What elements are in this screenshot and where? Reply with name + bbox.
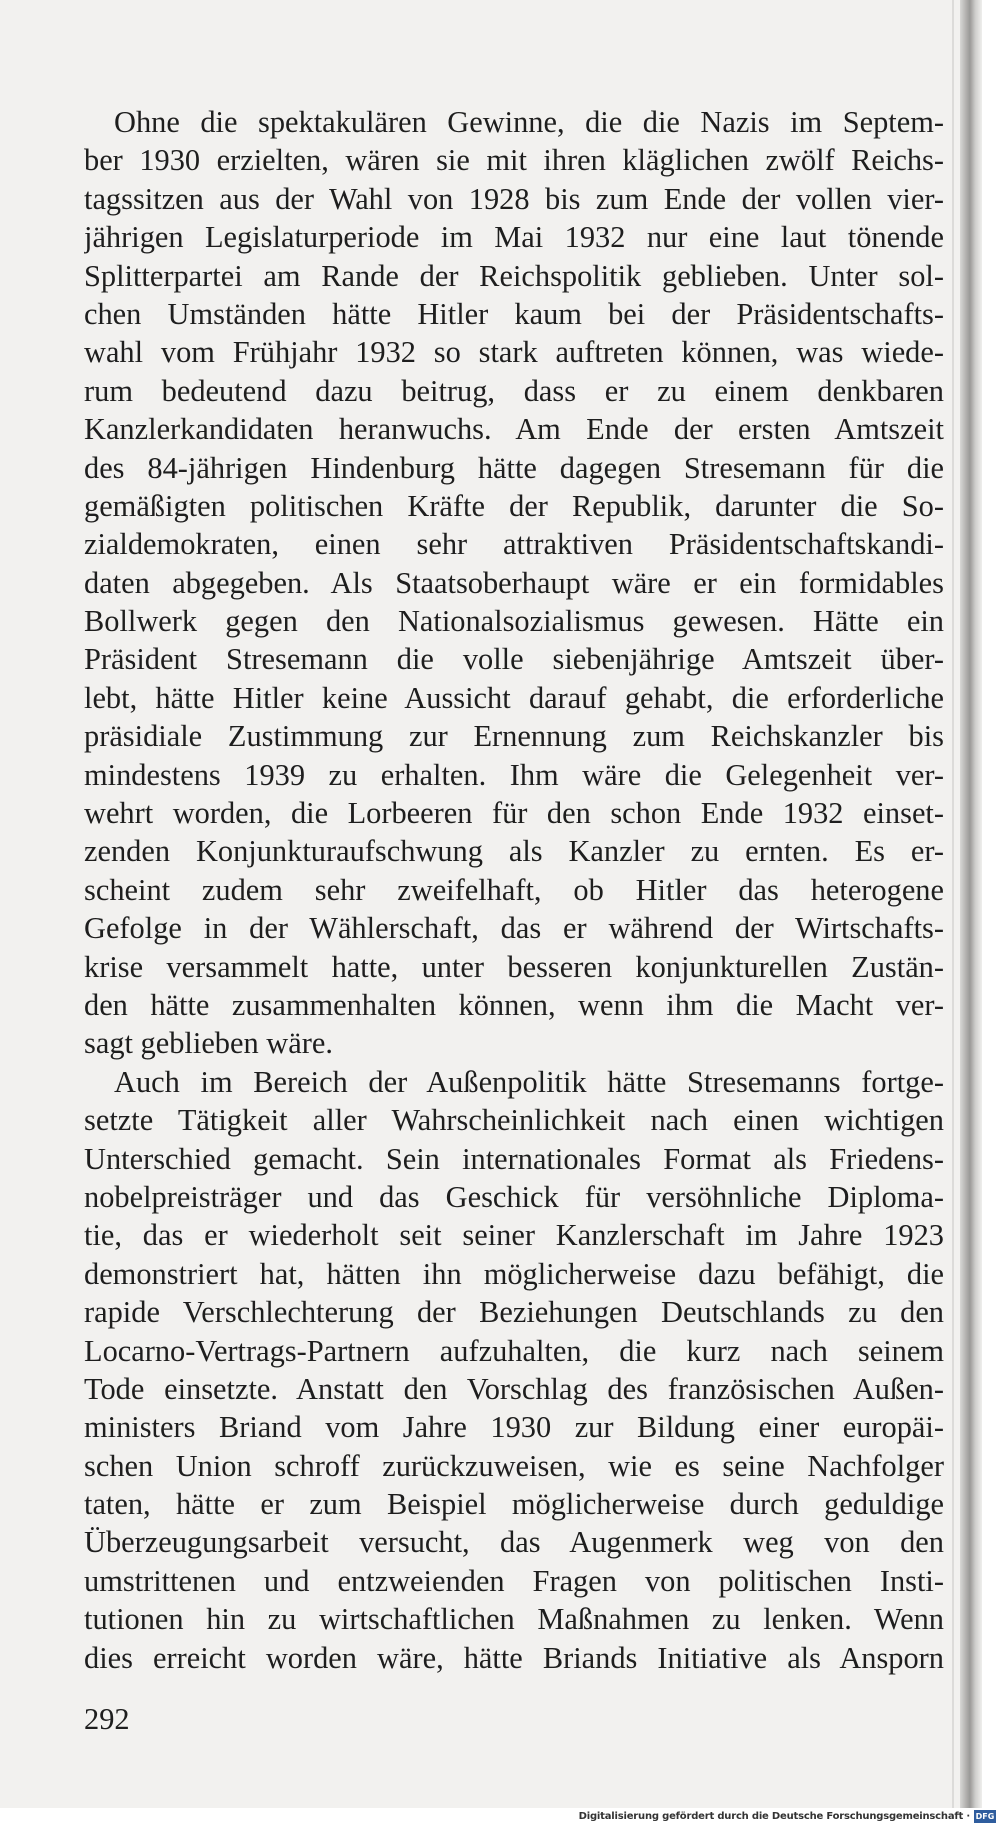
- text-line: wehrt worden, die Lorbeeren für den schon Ende 1932 einset-: [84, 796, 944, 831]
- text-line: chen Umständen hätte Hitler kaum bei der Präsidentschafts-: [84, 296, 944, 331]
- text-line: Überzeugungsarbeit versucht, das Augenmerk weg von den: [84, 1525, 944, 1560]
- text-line: zenden Konjunkturaufschwung als Kanzler zu ernten. Es er-: [84, 834, 944, 869]
- text-line: zialdemokraten, einen sehr attraktiven Präsidentschaftskandi-: [84, 527, 944, 562]
- text-line: dies erreicht worden wäre, hätte Briands Initiative als Ansporn: [84, 1640, 944, 1675]
- text-line: daten abgegeben. Als Staatsoberhaupt wäre er ein formidables: [84, 565, 944, 600]
- text-line: scheint zudem sehr zweifelhaft, ob Hitler das heterogene: [84, 872, 944, 907]
- text-line: krise versammelt hatte, unter besseren konjunkturellen Zustän-: [84, 949, 944, 984]
- digitization-credit: Digitalisierung gefördert durch die Deutsche Forschungsgemeinschaft ·: [578, 1811, 970, 1822]
- text-line: Kanzlerkandidaten heranwuchs. Am Ende der ersten Amtszeit: [84, 412, 944, 447]
- page-number: 292: [84, 1702, 130, 1736]
- page-edge-shadow: [960, 0, 982, 1808]
- text-line: jährigen Legislaturperiode im Mai 1932 nur eine laut tönende: [84, 220, 944, 255]
- text-line: des 84-jährigen Hindenburg hätte dagegen Stresemann für die: [84, 450, 944, 485]
- text-line: demonstriert hat, hätten ihn möglicherweise dazu befähigt, die: [84, 1256, 944, 1291]
- text-line: taten, hätte er zum Beispiel möglicherweise durch geduldige: [84, 1487, 944, 1522]
- text-line: Auch im Bereich der Außenpolitik hätte Stresemanns fortge-: [114, 1064, 944, 1099]
- text-line: den hätte zusammenhalten können, wenn ihm die Macht ver-: [84, 987, 944, 1022]
- text-line: mindestens 1939 zu erhalten. Ihm wäre die Gelegenheit ver-: [84, 757, 944, 792]
- text-line: ministers Briand vom Jahre 1930 zur Bildung einer europäi-: [84, 1410, 944, 1445]
- paragraph: [84, 103, 944, 1063]
- text-line: wahl vom Frühjahr 1932 so stark auftreten können, was wiede-: [84, 335, 944, 370]
- text-line: Unterschied gemacht. Sein internationales Format als Friedens-: [84, 1141, 944, 1176]
- text-line: Locarno-Vertrags-Partnern aufzuhalten, die kurz nach seinem: [84, 1333, 944, 1368]
- text-line: Ohne die spektakulären Gewinne, die die Nazis im Septem-: [114, 105, 944, 139]
- dfg-logo-icon: DFG: [975, 1812, 995, 1821]
- text-line: Tode einsetzte. Anstatt den Vorschlag des französischen Außen-: [84, 1371, 944, 1406]
- text-line: Splitterpartei am Rande der Reichspolitik geblieben. Unter sol-: [84, 258, 944, 293]
- text-line: rum bedeutend dazu beitrug, dass er zu einem denkbaren: [84, 373, 944, 408]
- text-line: tagssitzen aus der Wahl von 1928 bis zum Ende der vollen vier-: [84, 181, 944, 216]
- paragraph: [84, 1063, 944, 1677]
- body-text: [84, 103, 944, 1677]
- text-line: umstrittenen und entzweienden Fragen von politischen Insti-: [84, 1563, 944, 1598]
- text-line: schen Union schroff zurückzuweisen, wie es seine Nachfolger: [84, 1448, 944, 1483]
- text-line: lebt, hätte Hitler keine Aussicht darauf gehabt, die erforderliche: [84, 680, 944, 715]
- text-line: Gefolge in der Wählerschaft, das er während der Wirtschafts-: [84, 911, 944, 946]
- text-line: präsidiale Zustimmung zur Ernennung zum Reichskanzler bis: [84, 719, 944, 754]
- text-line: setzte Tätigkeit aller Wahrscheinlichkeit nach einen wichtigen: [84, 1103, 944, 1138]
- text-line: rapide Verschlechterung der Beziehungen Deutschlands zu den: [84, 1295, 944, 1330]
- text-line: gemäßigten politischen Kräfte der Republik, darunter die So-: [84, 488, 944, 523]
- text-line: ber 1930 erzielten, wären sie mit ihren kläglichen zwölf Reichs-: [84, 143, 944, 178]
- page-edge-line: [952, 0, 954, 1808]
- text-line: nobelpreisträger und das Geschick für versöhnliche Diploma-: [84, 1179, 944, 1214]
- text-line: Präsident Stresemann die volle siebenjährige Amtszeit über-: [84, 642, 944, 677]
- text-line: tutionen hin zu wirtschaftlichen Maßnahmen zu lenken. Wenn: [84, 1602, 944, 1637]
- text-line: tie, das er wiederholt seit seiner Kanzlerschaft im Jahre 1923: [84, 1218, 944, 1253]
- text-line: Bollwerk gegen den Nationalsozialismus gewesen. Hätte ein: [84, 604, 944, 639]
- text-line: sagt geblieben wäre.: [84, 1026, 333, 1061]
